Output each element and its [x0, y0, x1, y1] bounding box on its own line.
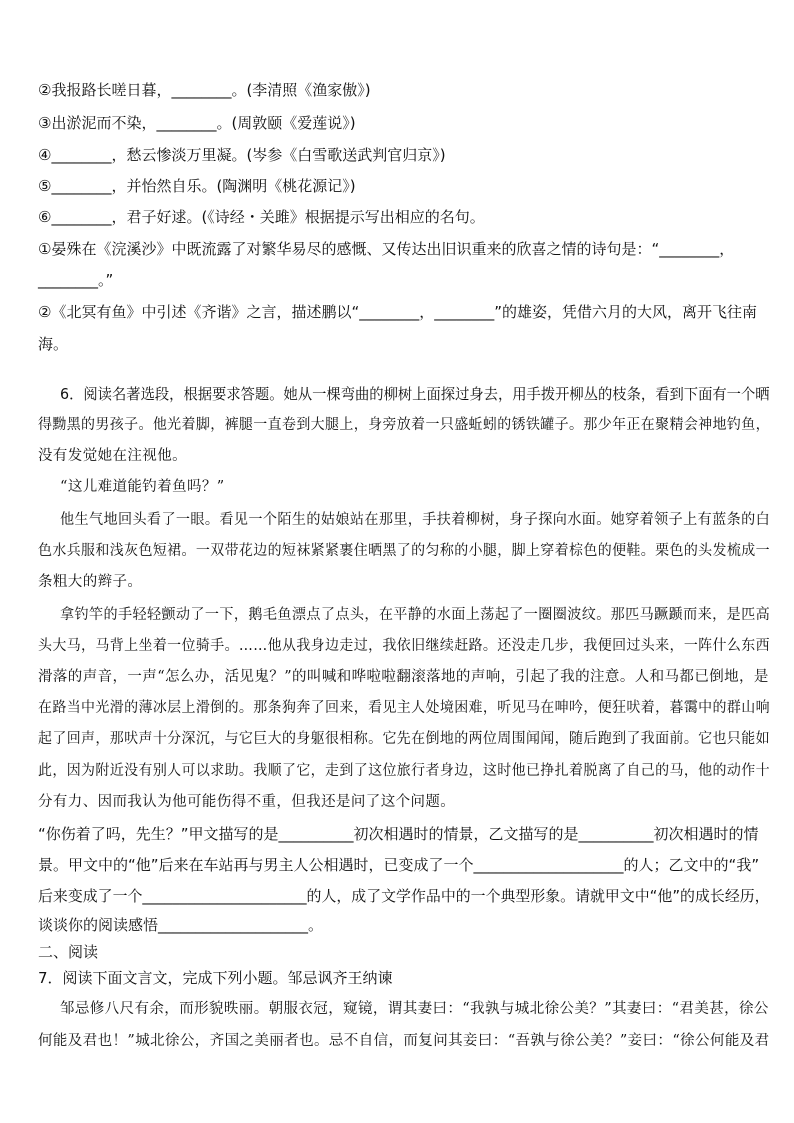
classical-text-line: 邹忌修八尺有余，而形貌昳丽。朝服衣冠，窥镜，谓其妻曰：“我孰与城北徐公美？”其妻曰：“君美甚，徐公 — [60, 1001, 769, 1017]
classical-text-line: 何能及君也！”城北徐公，齐国之美丽者也。忌不自信，而复问其妾曰：“吾孰与徐公美？”妾曰：“徐公何能及君 — [38, 1033, 770, 1049]
line-7: ________。” — [38, 271, 114, 289]
passage-line: 没有发觉她在注视他。 — [38, 448, 187, 464]
passage-line: 此，因为附近没有别人可以求助。我顺了它，走到了这位旅行者身边，这时他已挣扎着脱离了自己的马，他的动作十 — [38, 763, 770, 779]
passage-line: 条粗大的辫子。 — [38, 574, 143, 590]
passage-line: 滑落的声音，一声“怎么办，活见鬼？”的叫喊和哗啦啦翻滚落地的声响，引起了我的注意。人和马都已倒地，是 — [38, 669, 769, 685]
passage-line: 色水兵服和浅灰色短裙。一双带花边的短袜紧紧裹住晒黑了的匀称的小腿，脚上穿着棕色的便鞋。栗色的头发梳成一 — [38, 543, 770, 559]
line-9: 海。 — [38, 335, 69, 353]
passage-line: 头大马，马背上坐着一位骑手。……他从我身边走过，我依旧继续赶路。还没走几步，我便回过头来，一阵什么东西 — [38, 638, 770, 654]
line-4: ⑤________，并怡然自乐。(陶渊明《桃花源记》) — [38, 177, 356, 195]
question-line: “你伤着了吗，先生？”甲文描写的是__________初次相遇时的情景，乙文描写的是__________初次相遇时的情 — [38, 825, 759, 843]
question-line: 景。甲文中的“他”后来在车站再与男主人公相遇时，已变成了一个____________________的人；乙文中的“我” — [38, 856, 760, 874]
line-1: ②我报路长嗟日暮，________。(李清照《渔家傲》) — [38, 81, 371, 99]
line-8: ②《北冥有鱼》中引述《齐谐》之言，描述鹏以“________，________”的雄姿，凭借六月的大风，离开飞往南 — [38, 303, 757, 321]
line-6: ①晏殊在《浣溪沙》中既流露了对繁华易尽的感慨、又传达出旧识重来的欣喜之情的诗句是：“________， — [38, 240, 735, 258]
passage-line: 在路当中光滑的薄冰层上滑倒的。那条狗奔了回来，看见主人处境困难，听见马在呻吟，便狂吠着，暮霭中的群山响 — [38, 700, 770, 716]
section-heading: 二、阅读 — [38, 943, 99, 961]
passage-line: 得黝黑的男孩子。他光着脚，裤腿一直卷到大腿上，身旁放着一只盛蚯蚓的锈铁罐子。那少年正在聚精会神地钓鱼， — [38, 417, 770, 433]
passage-line: 他生气地回头看了一眼。看见一个陌生的姑娘站在那里，手扶着柳树，身子探向水面。她穿着领子上有蓝条的白 — [60, 512, 771, 528]
question-7: 7．阅读下面文言文，完成下列小题。邹忌讽齐王纳谏 — [38, 969, 393, 987]
question-6: 6．阅读名著选段，根据要求答题。她从一棵弯曲的柳树上面探过身去，用手拨开柳丛的枝条，看到下面有一个晒 — [60, 385, 770, 403]
passage-line: 起了回声，那吠声十分深沉，与它巨大的身躯很相称。它先在倒地的两位周围闻闻，随后跑到了我面前。它也只能如 — [38, 731, 770, 747]
question-line: 谈谈你的阅读感悟____________________。 — [38, 916, 324, 934]
line-5: ⑥________，君子好逑。(《诗经・关雎》根据提示写出相应的名句。 — [38, 208, 485, 226]
line-2: ③出淤泥而不染，________。(周敦颐《爱莲说》) — [38, 114, 356, 132]
question-line: 后来变成了一个______________________的人，成了文学作品中的一个典型形象。请就甲文中“他”的成长经历， — [38, 887, 770, 905]
passage-line: “这儿难道能钓着鱼吗？” — [60, 479, 225, 495]
passage-line: 分有力、因而我认为他可能伤得不重，但我还是问了这个问题。 — [38, 794, 456, 810]
line-3: ④________，愁云惨淡万里凝。(岑参《白雪歌送武判官归京》) — [38, 146, 446, 164]
passage-line: 拿钓竿的手轻轻颤动了一下，鹅毛鱼漂点了点头，在平静的水面上荡起了一圈圈波纹。那匹马蹶踬而来，是匹高 — [60, 607, 771, 623]
